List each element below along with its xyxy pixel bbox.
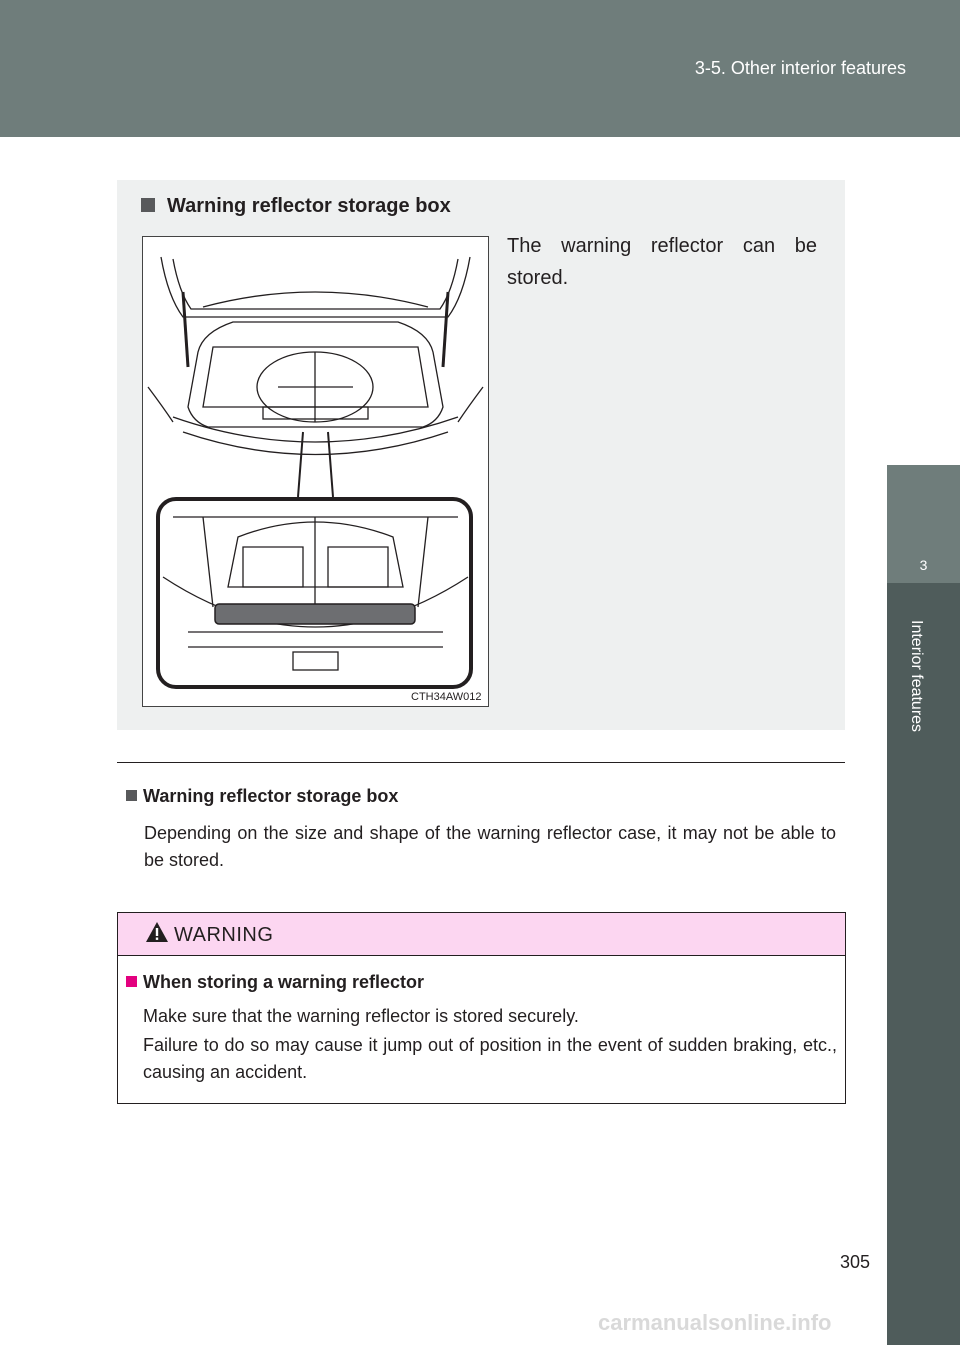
warning-subheading [126, 972, 424, 993]
panel-heading [141, 195, 451, 218]
watermark: carmanualsonline.info [598, 1310, 832, 1335]
figure-code: CTH34AW012 [411, 691, 482, 703]
panel-heading-text: Warning reflector storage box [167, 195, 451, 217]
note-heading-text: Warning reflector storage box [143, 786, 399, 806]
chapter-tab [887, 465, 960, 583]
warning-title: WARNING [174, 924, 274, 946]
note-heading [126, 786, 398, 807]
warning-box [117, 912, 846, 1104]
section-divider [117, 762, 845, 763]
bullet-square-icon [126, 790, 137, 801]
page-number: 305 [840, 1252, 871, 1272]
trunk-drawing [143, 237, 488, 706]
trunk-illustration [142, 236, 489, 707]
chapter-label: Interior features [908, 620, 925, 733]
note-body: Depending on the size and shape of the warning reflector case, it may not be able to be stored. [144, 823, 836, 870]
panel-body: The warning reflector can be stored. [507, 235, 817, 289]
warning-header [118, 913, 845, 956]
warning-triangle-icon [145, 921, 169, 943]
warning-subheading-text: When storing a warning reflector [143, 972, 425, 992]
section-title: 3-5. Other interior features [694, 58, 906, 78]
feature-panel [117, 180, 845, 730]
warning-text-1: Make sure that the warning reflector is stored securely. [143, 1006, 579, 1026]
warning-text-2: Failure to do so may cause it jump out of position in the event of sudden braking, etc., causing an accident. [143, 1035, 837, 1082]
chapter-number: 3 [919, 557, 928, 573]
header-band [0, 0, 960, 137]
bullet-square-icon [141, 198, 155, 212]
bullet-square-icon [126, 976, 137, 987]
